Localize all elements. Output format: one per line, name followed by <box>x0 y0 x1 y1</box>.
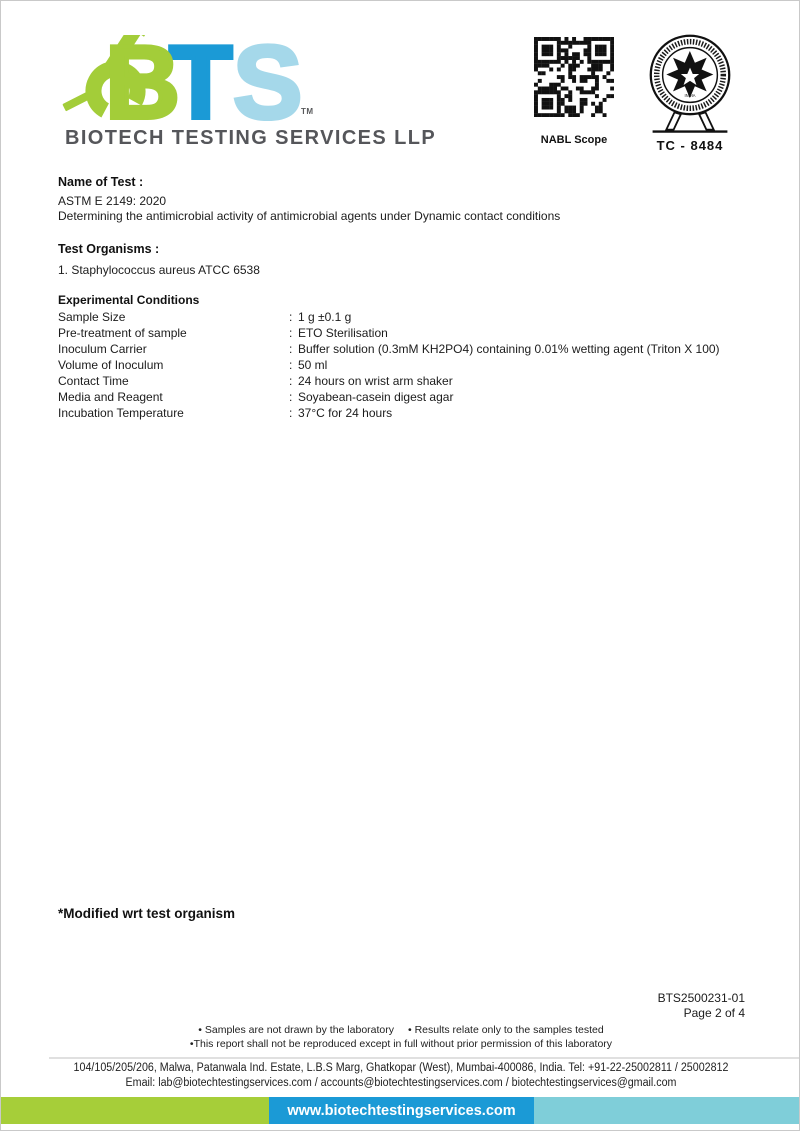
condition-separator: : <box>289 374 293 388</box>
condition-label: Incubation Temperature <box>58 406 184 420</box>
qr-label: NABL Scope <box>540 134 608 146</box>
name-of-test-label: Name of Test : <box>58 175 144 189</box>
condition-value: ETO Sterilisation <box>298 326 388 340</box>
report-number: BTS2500231-01 <box>657 991 745 1005</box>
test-description: Determining the antimicrobial activity of antimicrobial agents under Dynamic contact conditions <box>58 209 561 223</box>
condition-row <box>58 405 758 421</box>
condition-value: 50 ml <box>298 358 328 372</box>
condition-row <box>58 357 758 373</box>
condition-separator: : <box>289 390 293 404</box>
nabl-seal-icon <box>642 33 738 137</box>
condition-row <box>58 341 758 357</box>
condition-row <box>58 373 758 389</box>
condition-label: Sample Size <box>58 310 126 324</box>
page-number: Page 2 of 4 <box>683 1006 745 1020</box>
logo-letter-t: T <box>169 25 229 141</box>
condition-row <box>58 309 758 325</box>
disclaimer-line-2: •This report shall not be reproduced except in full without prior permission of this laboratory <box>189 1037 613 1050</box>
report-info <box>658 991 745 1021</box>
website-url: www.biotechtestingservices.com <box>287 1102 516 1119</box>
condition-label: Media and Reagent <box>58 390 163 404</box>
logo-letter-s: S <box>233 25 299 141</box>
seal-india-text: INDIA <box>684 92 696 98</box>
conditions-table <box>58 309 758 421</box>
email-line: Email: lab@biotechtestingservices.com / accounts@biotechtestingservices.com / biotechtestingservices@gmail.com <box>125 1077 677 1089</box>
condition-label: Inoculum Carrier <box>58 342 147 356</box>
address-line: 104/105/205/206, Malwa, Patanwala Ind. Estate, L.B.S Marg, Ghatkopar (West), Mumbai-400086, India. Tel: +91-22-25002811 / 25002812 <box>73 1062 729 1074</box>
bar-teal-segment <box>534 1097 800 1124</box>
disclaimer-line-1 <box>1 1024 800 1038</box>
condition-separator: : <box>289 326 293 340</box>
condition-label: Pre-treatment of sample <box>58 326 187 340</box>
trademark-symbol: TM <box>301 107 314 116</box>
condition-label: Volume of Inoculum <box>58 358 164 372</box>
disclaimer-results: • Results relate only to the samples tested <box>408 1024 604 1036</box>
experimental-conditions-label: Experimental Conditions <box>58 293 200 307</box>
condition-value: Buffer solution (0.3mM KH2PO4) containing 0.01% wetting agent (Triton X 100) <box>298 342 720 356</box>
condition-value: 1 g ±0.1 g <box>298 310 352 324</box>
condition-separator: : <box>289 406 293 420</box>
condition-row <box>58 325 758 341</box>
modified-note: *Modified wrt test organism <box>58 906 236 921</box>
condition-value: 24 hours on wrist arm shaker <box>298 374 453 388</box>
condition-separator: : <box>289 310 293 324</box>
condition-label: Contact Time <box>58 374 129 388</box>
bottom-color-bar <box>1 1097 800 1124</box>
disclaimers <box>1 1024 800 1051</box>
condition-value: 37°C for 24 hours <box>298 406 393 420</box>
logo-bts <box>105 25 335 141</box>
test-organisms-label: Test Organisms : <box>58 242 160 256</box>
test-organism-item: 1. Staphylococcus aureus ATCC 6538 <box>58 263 260 277</box>
condition-separator: : <box>289 342 293 356</box>
bar-blue-segment <box>269 1097 534 1124</box>
test-standard: ASTM E 2149: 2020 <box>58 194 167 208</box>
bar-green-segment <box>1 1097 269 1124</box>
disclaimer-samples: • Samples are not drawn by the laboratory <box>198 1024 394 1036</box>
logo-letter-b: B <box>105 25 177 141</box>
seal-certificate-number: TC - 8484 <box>656 138 724 153</box>
condition-separator: : <box>289 358 293 372</box>
qr-code <box>534 37 614 117</box>
company-name: BIOTECH TESTING SERVICES LLP <box>65 127 437 149</box>
condition-row <box>58 389 758 405</box>
condition-value: Soyabean-casein digest agar <box>298 390 454 404</box>
footer-divider <box>49 1057 799 1059</box>
address-block <box>29 1061 773 1091</box>
